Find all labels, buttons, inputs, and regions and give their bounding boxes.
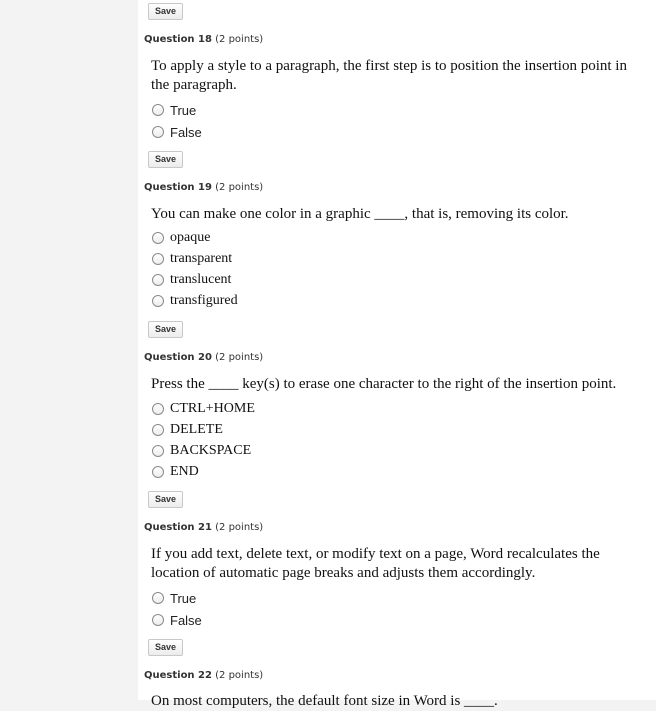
question-19-header <box>144 182 263 193</box>
radio-button[interactable] <box>152 295 164 307</box>
save-button-q21[interactable]: Save <box>148 639 183 656</box>
question-text-line: On most computers, the default font size in Word is ____. <box>151 693 498 709</box>
question-text-line: the paragraph. <box>151 77 237 93</box>
option-label: True <box>170 102 197 118</box>
question-18-header <box>144 34 263 45</box>
question-22-text <box>151 692 656 711</box>
option-label: transparent <box>170 251 233 266</box>
question-21-option-false[interactable] <box>152 611 202 629</box>
question-20-header <box>144 352 263 363</box>
radio-button[interactable] <box>152 403 164 415</box>
question-number: Question 18 <box>144 34 212 45</box>
radio-button[interactable] <box>152 424 164 436</box>
question-points: (2 points) <box>215 352 264 363</box>
question-19-option-transfigured[interactable] <box>152 292 238 310</box>
radio-button[interactable] <box>152 592 164 604</box>
question-21-header <box>144 522 263 533</box>
question-18-option-true[interactable] <box>152 101 196 119</box>
save-button-q20[interactable]: Save <box>148 491 183 508</box>
quiz-page <box>138 0 656 700</box>
question-points: (2 points) <box>215 670 264 681</box>
question-text-line: location of automatic page breaks and adjusts them accordingly. <box>151 565 536 581</box>
radio-button[interactable] <box>152 445 164 457</box>
option-label: transfigured <box>170 293 238 308</box>
question-20-option-backspace[interactable] <box>152 442 251 460</box>
question-number: Question 21 <box>144 522 212 533</box>
option-label: DELETE <box>170 422 223 437</box>
radio-button[interactable] <box>152 253 164 265</box>
question-18-option-false[interactable] <box>152 123 202 141</box>
question-21-option-true[interactable] <box>152 589 196 607</box>
save-button-q19[interactable]: Save <box>148 321 183 338</box>
question-20-option-end[interactable] <box>152 463 199 481</box>
option-label: opaque <box>170 230 211 245</box>
radio-button[interactable] <box>152 466 164 478</box>
question-text-line: If you add text, delete text, or modify text on a page, Word recalculates the <box>151 546 600 562</box>
question-19-option-transparent[interactable] <box>152 250 232 268</box>
radio-button[interactable] <box>152 232 164 244</box>
option-label: CTRL+HOME <box>170 401 255 416</box>
question-22-header <box>144 670 263 681</box>
option-label: False <box>170 124 202 140</box>
option-label: BACKSPACE <box>170 443 252 458</box>
question-19-text <box>151 205 656 224</box>
question-20-option-ctrl-home[interactable] <box>152 400 255 418</box>
radio-button[interactable] <box>152 104 164 116</box>
question-20-text <box>151 375 656 394</box>
question-text-line: You can make one color in a graphic ____, that is, removing its color. <box>151 206 569 222</box>
radio-button[interactable] <box>152 126 164 138</box>
save-button-q17[interactable]: Save <box>148 3 183 20</box>
option-label: END <box>170 464 199 479</box>
question-points: (2 points) <box>215 34 264 45</box>
question-19-option-translucent[interactable] <box>152 271 231 289</box>
save-button-q18[interactable]: Save <box>148 151 183 168</box>
question-19-option-opaque[interactable] <box>152 229 210 247</box>
question-number: Question 22 <box>144 670 212 681</box>
question-number: Question 19 <box>144 182 212 193</box>
question-number: Question 20 <box>144 352 212 363</box>
radio-button[interactable] <box>152 614 164 626</box>
question-text-line: To apply a style to a paragraph, the first step is to position the insertion point in <box>151 58 627 74</box>
radio-button[interactable] <box>152 274 164 286</box>
option-label: False <box>170 612 202 628</box>
question-points: (2 points) <box>215 182 264 193</box>
question-text-line: Press the ____ key(s) to erase one character to the right of the insertion point. <box>151 376 617 392</box>
question-20-option-delete[interactable] <box>152 421 223 439</box>
question-points: (2 points) <box>215 522 264 533</box>
option-label: translucent <box>170 272 232 287</box>
question-21-text <box>151 545 656 583</box>
question-18-text <box>151 57 656 95</box>
option-label: True <box>170 590 197 606</box>
